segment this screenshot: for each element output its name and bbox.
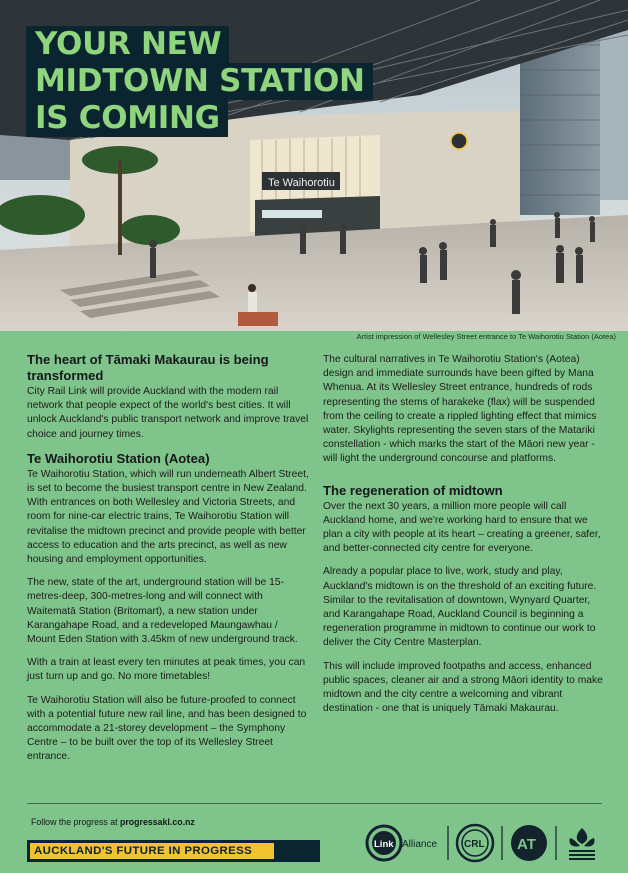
paragraph-train-frequency: With a train at least every ten minutes at peak times, you can just turn up and go. No more timetables!: [27, 657, 306, 683]
left-column: [27, 352, 309, 774]
paragraph-million-more: Over the next 30 years, a million more people will call Auckland home, and we're working hard to ensure that we plan a city with people at its heart – creating a greener, safer, and better-connected city centre for everyone.: [323, 500, 601, 555]
follow-text: Follow the progress at: [31, 817, 118, 827]
heading-regeneration: The regeneration of midtown: [323, 482, 503, 498]
headline: [26, 26, 373, 137]
paragraph-city-rail-link: City Rail Link will provide Auckland with the modern rail network that people expect of the world's best cities. It will unlock Auckland's public transport network and improve travel choice and journey times.: [27, 386, 309, 440]
heading-heart-of-tamaki: The heart of Tāmaki Makaurau is being transformed: [27, 352, 269, 383]
at-logo: [511, 825, 547, 861]
right-column: [323, 353, 607, 725]
logo-link-text: Link: [374, 839, 394, 850]
progress-link[interactable]: progressakl.co.nz: [120, 817, 195, 827]
follow-progress: [31, 817, 195, 827]
partner-logos: [364, 820, 608, 866]
footer-divider: [27, 803, 602, 804]
paragraph-future-proofed: Te Waihorotiu Station will also be future-proofed to connect with a potential future new rail line, and has been designed to accommodate a 21-storey development – the Symphony Centre – to be built over the top of its Wellesley Street entrance.: [27, 694, 307, 763]
headline-line-1: YOUR NEW: [26, 26, 229, 63]
paragraph-improvements: This will include improved footpaths and access, enhanced public spaces, cleaner air and a strong Māori identity to make midtown and the city centre a welcoming and vibrant destination - one that is uniquely Tāmaki Makaurau.: [323, 660, 603, 715]
logo-at-text: AT: [517, 836, 536, 853]
paragraph-busiest-transport: Te Waihorotiu Station, which will run underneath Albert Street, is set to become the busiest transport centre in New Zealand. With entrances on both Wellesley and Victoria Streets, and room for nine-car electric trains, Te Waihorotiu Station will revitalise the midtown precinct and provide people with better access to education and the arts precinct, as well as new housing and employment opportunities.: [27, 468, 309, 566]
station-sign: Te Waihorotiu: [268, 177, 335, 189]
footer-banner: [27, 840, 320, 862]
image-caption: Artist impression of Wellesley Street entrance to Te Waihorotiu Station (Aotea): [356, 332, 616, 341]
logo-crl-text: CRL: [464, 839, 485, 850]
headline-line-3: IS COMING: [26, 100, 228, 137]
logo-alliance-text: Alliance: [402, 839, 438, 850]
link-alliance-logo: [367, 826, 437, 860]
crl-logo: [457, 825, 493, 861]
auckland-council-logo: [569, 828, 595, 860]
heading-station-aotea: Te Waihorotiu Station (Aotea): [27, 450, 210, 466]
train-sign-icon: [451, 133, 467, 149]
hero-image: [0, 0, 628, 331]
paragraph-midtown-future: Already a popular place to live, work, study and play, Auckland's midtown is on the threshold of an exciting future. Similar to the revitalisation of downtown, Wynyard Quarter, and Karangahape Road, Auckland Council is beginning a regeneration programme in midtown to continue our work to deliver the City Centre Masterplan.: [323, 566, 597, 649]
headline-line-2: MIDTOWN STATION: [26, 63, 373, 100]
banner-text: AUCKLAND'S FUTURE IN PROGRESS: [30, 843, 274, 859]
paragraph-cultural-narratives: The cultural narratives in Te Waihorotiu Station's (Aotea) design and immediate surrounds have been gifted by Mana Whenua. At its Wellesley Street entrance, hundreds of rods representing the stems of harakeke (flax) will be suspended from the ceiling to create a rippled lighting effect that mimics water. Skylights representing the seven stars of the Matariki constellation - which marks the start of the Māori new year - will light the underground concourse and platforms.: [323, 354, 597, 465]
paragraph-underground-station: The new, state of the art, underground station will be 15-metres-deep, 300-metres-long and will connect with Waitematā Station (Britomart), a new station under Karangahape Road, and a redeveloped Maungawhau / Mount Eden Station with 3.45km of new underground track.: [27, 577, 298, 646]
